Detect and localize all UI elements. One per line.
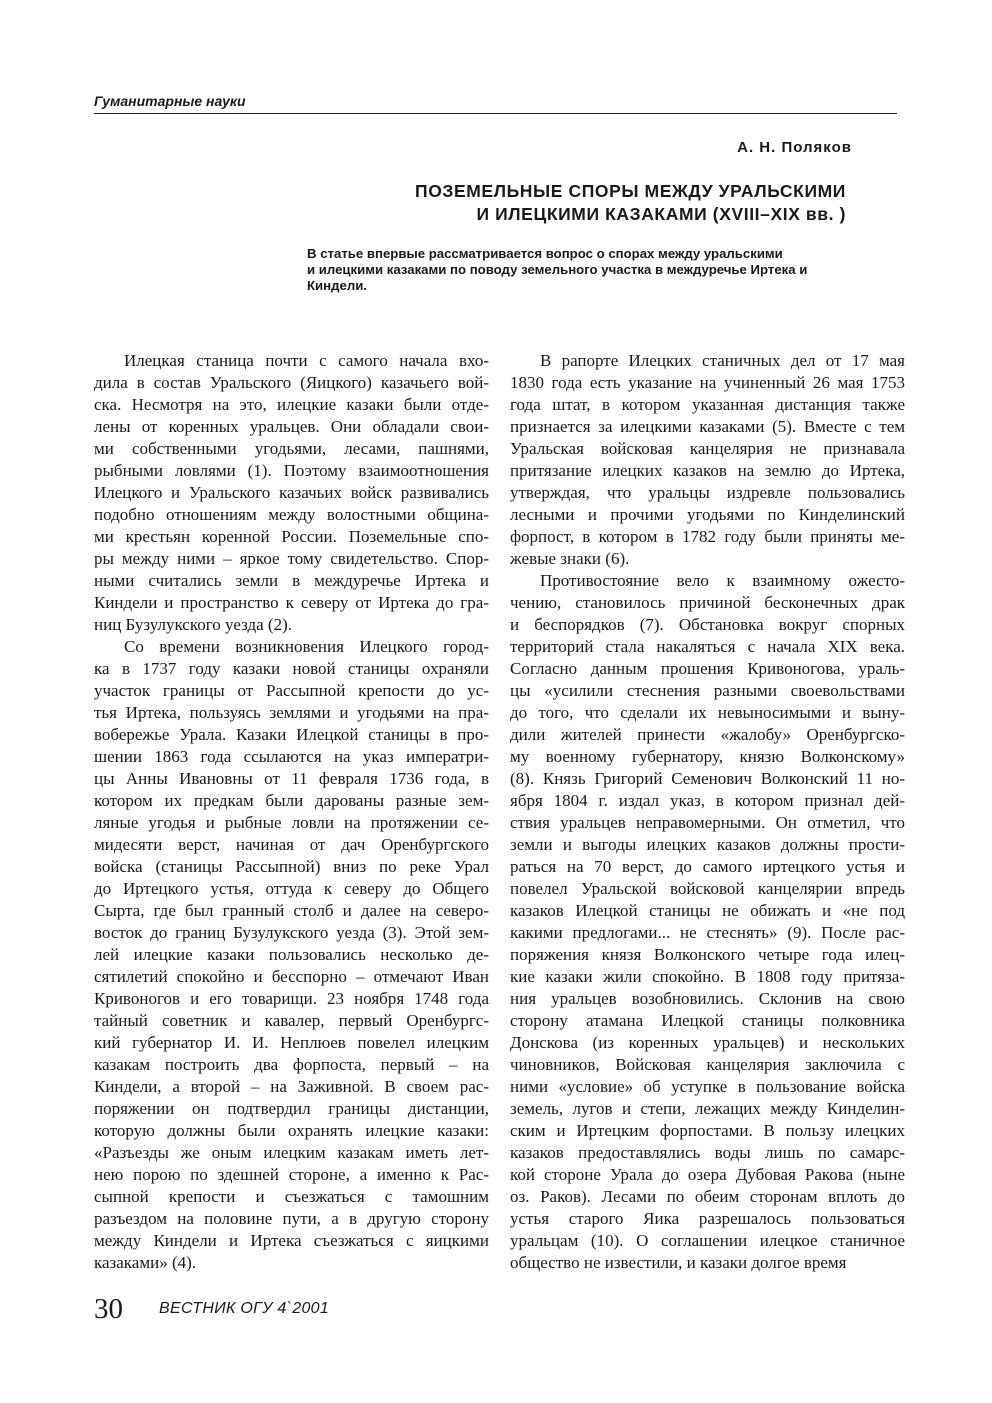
text-line: сыпной крепости и съезжаться с тамошним [94,1187,489,1206]
page-number: 30 [94,1293,123,1325]
text-line: общество не известили, и казаки долгое время [510,1253,847,1272]
text-line: какими предлогами... не стеснять» (9). После рас- [510,923,905,942]
text-line: шении 1863 года ссылаются на указ императри- [94,747,489,766]
text-line: ским и Иртецким форпостами. В пользу илецких [510,1121,905,1140]
text-line: му военному губернатору, князю Волконскому» [510,747,905,766]
journal-name: ВЕСТНИК ОГУ 4`2001 [159,1300,330,1317]
text-line: котором их предкам были дарованы разные зем- [94,791,489,810]
text-line: до того, что сделали их невыносимыми и выну- [510,703,905,722]
text-line: войска (станицы Рассыпной) вниз по реке Урал [94,857,489,876]
text-line: лены от коренных уральцев. Они обладали свои- [94,417,489,436]
text-line: Киндели и пространство к северу от Иртека до гра- [94,593,489,612]
text-line: Киндели, а второй – на Заживной. В своем рас- [94,1077,489,1096]
text-line: земли и выгоды илецких казаков должны прости- [510,835,905,854]
text-line: до Иртецкого устья, оттуда к северу до Общего [94,879,489,898]
text-line: подобно отношениям между волостными община- [94,505,489,524]
text-line: жевые знаки (6). [510,549,630,568]
text-line: ными считались земли в междуречье Иртека и [94,571,489,590]
text-line: цы «усилили стеснения разными своевольствами [510,681,905,700]
text-line: ября 1804 г. издал указ, в котором признал дей- [510,791,905,810]
text-line: чиновников, Войсковая канцелярия заключила с [510,1055,905,1074]
abstract-line: и илецкими казаками по поводу земельного участка в междуречье Иртека и [307,262,808,277]
text-line: тайный советник и кавалер, первый Оренбургс- [94,1011,489,1030]
article-title-line: ПОЗЕМЕЛЬНЫЕ СПОРЫ МЕЖДУ УРАЛЬСКИМИ [415,181,846,201]
text-line: Кривоногов и его товарищи. 23 ноября 1748 года [94,989,489,1008]
text-line: вобережье Урала. Казаки Илецкой станицы в про- [94,725,489,744]
text-line: ния уральцев возобновились. Склонив на свою [510,989,905,1008]
header-rule [94,113,897,114]
text-line: форпост, в котором в 1782 году были приняты ме- [510,527,905,546]
text-line: утверждая, что уральцы издревле пользовались [510,483,905,502]
text-line: мидесяти верст, начиная от дач Оренбургского [94,835,489,854]
text-line: разъездом на половине пути, а в другую сторону [94,1209,489,1228]
body-column-left [94,350,489,1274]
text-line: раться на 70 верст, до самого иртецкого устья и [510,857,905,876]
text-line: восток до границ Бузулукского уезда (3). Этой зем- [94,923,489,942]
text-line: ми крестьян коренной России. Поземельные спо- [94,527,489,546]
article-title-line: И ИЛЕЦКИМИ КАЗАКАМИ (XVIII–XIX вв. ) [476,204,846,224]
article-title [300,180,846,226]
text-line: земель, лугов и степи, лежащих между Кинделин- [510,1099,905,1118]
text-line: рыбными ловлями (1). Поэтому взаимоотношения [94,461,489,480]
text-line: чению, становилось причиной бесконечных драк [510,593,905,612]
text-line: поряжения князя Волконского четыре года илец- [510,945,905,964]
article-author: А. Н. Поляков [737,139,852,156]
text-line: дили жителей принести «жалобу» Оренбургско- [510,725,905,744]
text-line: ми собственными угодьями, лесами, пашнями, [94,439,489,458]
section-label: Гуманитарные науки [94,93,246,109]
abstract-line: В статье впервые рассматривается вопрос о спорах между уральскими [307,246,783,261]
text-line: Согласно данным прошения Кривоногова, ураль- [510,659,905,678]
text-line: кие казаки жили спокойно. В 1808 году притяза- [510,967,905,986]
text-line: цы Анны Ивановны от 11 февраля 1736 года, в [94,769,489,788]
text-line: кий губернатор И. И. Неплюев повелел илецким [94,1033,489,1052]
text-line: которую должны были охранять илецкие казаки: [94,1121,489,1140]
text-line: уральцам (10). О соглашении илецкое станичное [510,1231,905,1250]
text-line: нею порою по здешней стороне, а именно к Рас- [94,1165,489,1184]
text-line: Илецкого и Уральского казачьих войск развивались [94,483,489,502]
text-line: поряжении он подтвердил границы дистанции, [94,1099,489,1118]
article-abstract [307,246,897,294]
text-line: территорий стала накаляться с начала XIX века. [510,637,905,656]
text-line: ними «условие» об уступке в пользование войска [510,1077,905,1096]
text-line: сторону атамана Илецкой станицы полковника [510,1011,905,1030]
text-line: и беспорядков (7). Обстановка вокруг спорных [510,615,905,634]
body-column-right [510,350,905,1274]
text-line: между Киндели и Иртека съезжаться с яицкими [94,1231,489,1250]
text-line: тья Иртека, пользуясь землями и угодьями на пра- [94,703,489,722]
text-line: казаков Илецкой станицы не обижать и «не под [510,901,905,920]
text-line: Донскова (из коренных уральцев) и нескольких [510,1033,905,1052]
text-line: казакам построить два форпоста, первый – на [94,1055,489,1074]
text-line: лей илецкие казаки пользовались несколько де- [94,945,489,964]
text-line: Уральская войсковая канцелярия не признавала [510,439,905,458]
text-line: признается за илецкими казаками (5). Вместе с тем [510,417,905,436]
text-line: ниц Бузулукского уезда (2). [94,615,293,634]
text-line: ляные угодья и рыбные ловли на протяжении се- [94,813,489,832]
text-line: кой стороне Урала до озера Дубовая Ракова (ныне [510,1165,905,1184]
text-line: казаков предоставлялись воды лишь по самарс- [510,1143,905,1162]
text-line: участок границы от Рассыпной крепости до ус- [94,681,489,700]
text-line: Илецкая станица почти с самого начала вхо- [124,351,489,370]
text-line: (8). Князь Григорий Семенович Волконский 11 но- [510,769,905,788]
text-line: ры между ними – яркое тому свидетельство. Спор- [94,549,489,568]
text-line: года штат, в котором указанная дистанция также [510,395,905,414]
text-line: 1830 года есть указание на учиненный 26 мая 1753 [510,373,905,392]
text-line: лесными и прочими угодьями по Кинделинский [510,505,905,524]
text-line: повелел Уральской войсковой канцелярии впредь [510,879,905,898]
text-line: В рапорте Илецких станичных дел от 17 мая [540,351,905,370]
text-line: устья старого Яика разрешалось пользоваться [510,1209,905,1228]
text-line: «Разъезды же оным илецким казакам иметь лет- [94,1143,489,1162]
text-line: Противостояние вело к взаимному ожесто- [540,571,905,590]
text-line: ствия уральцев неправомерными. Он отметил, что [510,813,905,832]
text-line: ска. Несмотря на это, илецкие казаки были отде- [94,395,489,414]
abstract-line: Киндели. [307,278,367,293]
text-line: казаками» (4). [94,1253,197,1272]
text-line: сятилетий спокойно и бесспорно – отмечают Иван [94,967,489,986]
text-line: дила в состав Уральского (Яицкого) казачьего вой- [94,373,489,392]
text-line: ка в 1737 году казаки новой станицы охраняли [94,659,489,678]
text-line: Со времени возникновения Илецкого город- [124,637,489,656]
text-line: оз. Раков). Лесами по обеим сторонам вплоть до [510,1187,905,1206]
text-line: Сырта, где был гранный столб и далее на северо- [94,901,489,920]
text-line: притязание илецких казаков на землю до Иртека, [510,461,905,480]
